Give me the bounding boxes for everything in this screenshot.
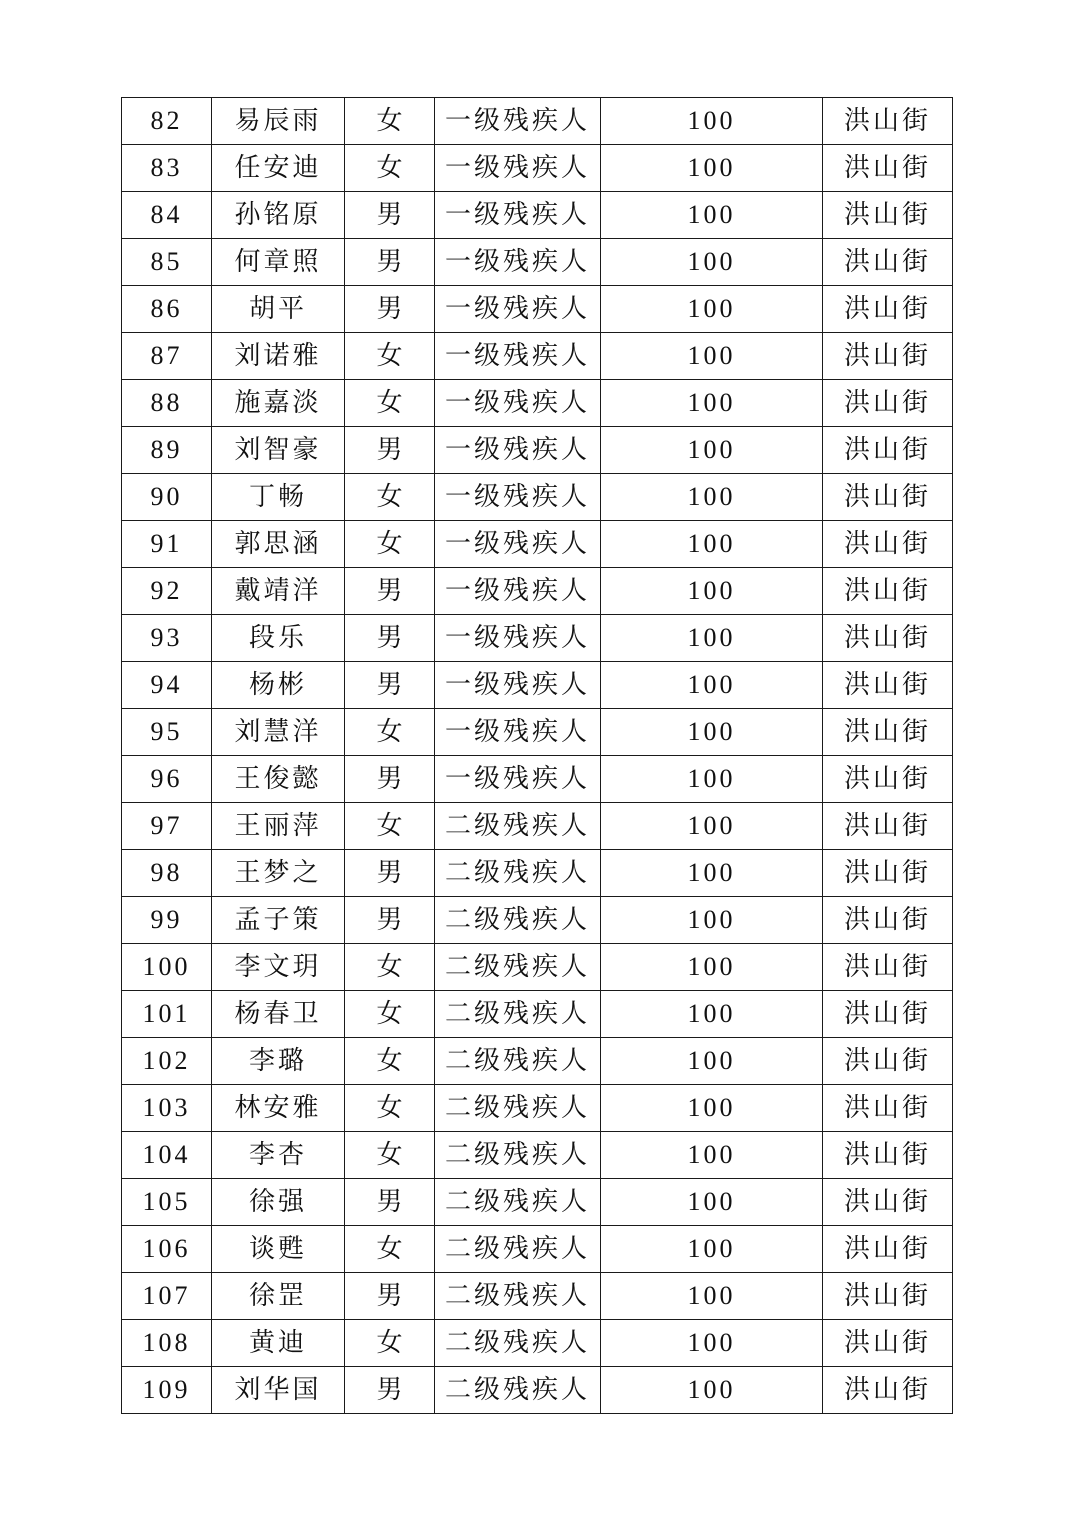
row-number-cell: 108 bbox=[122, 1320, 212, 1367]
person-name-cell: 李杏 bbox=[212, 1132, 345, 1179]
person-name-cell: 徐罡 bbox=[212, 1273, 345, 1320]
street-area-cell: 洪山街 bbox=[823, 662, 953, 709]
row-number-cell: 87 bbox=[122, 333, 212, 380]
table-row bbox=[122, 1367, 953, 1414]
table-row bbox=[122, 991, 953, 1038]
street-area-cell: 洪山街 bbox=[823, 521, 953, 568]
gender-cell: 女 bbox=[345, 521, 435, 568]
street-area-cell: 洪山街 bbox=[823, 803, 953, 850]
table-row bbox=[122, 662, 953, 709]
disability-level-cell: 一级残疾人 bbox=[435, 98, 601, 145]
disability-level-cell: 二级残疾人 bbox=[435, 850, 601, 897]
gender-cell: 男 bbox=[345, 427, 435, 474]
gender-cell: 女 bbox=[345, 944, 435, 991]
row-number-cell: 89 bbox=[122, 427, 212, 474]
table-row bbox=[122, 897, 953, 944]
disability-level-cell: 二级残疾人 bbox=[435, 944, 601, 991]
person-name-cell: 王梦之 bbox=[212, 850, 345, 897]
row-number-cell: 88 bbox=[122, 380, 212, 427]
row-number-cell: 102 bbox=[122, 1038, 212, 1085]
street-area-cell: 洪山街 bbox=[823, 380, 953, 427]
gender-cell: 女 bbox=[345, 1132, 435, 1179]
disability-level-cell: 二级残疾人 bbox=[435, 1038, 601, 1085]
amount-cell: 100 bbox=[601, 1320, 823, 1367]
street-area-cell: 洪山街 bbox=[823, 286, 953, 333]
table-row bbox=[122, 474, 953, 521]
gender-cell: 男 bbox=[345, 286, 435, 333]
disability-level-cell: 二级残疾人 bbox=[435, 1179, 601, 1226]
amount-cell: 100 bbox=[601, 427, 823, 474]
amount-cell: 100 bbox=[601, 944, 823, 991]
person-name-cell: 谈甦 bbox=[212, 1226, 345, 1273]
gender-cell: 女 bbox=[345, 474, 435, 521]
street-area-cell: 洪山街 bbox=[823, 1273, 953, 1320]
gender-cell: 男 bbox=[345, 662, 435, 709]
street-area-cell: 洪山街 bbox=[823, 427, 953, 474]
amount-cell: 100 bbox=[601, 803, 823, 850]
roster-table bbox=[121, 97, 953, 1414]
gender-cell: 女 bbox=[345, 1226, 435, 1273]
disability-level-cell: 一级残疾人 bbox=[435, 145, 601, 192]
row-number-cell: 83 bbox=[122, 145, 212, 192]
table-row bbox=[122, 1320, 953, 1367]
amount-cell: 100 bbox=[601, 662, 823, 709]
row-number-cell: 92 bbox=[122, 568, 212, 615]
gender-cell: 男 bbox=[345, 1367, 435, 1414]
amount-cell: 100 bbox=[601, 474, 823, 521]
amount-cell: 100 bbox=[601, 98, 823, 145]
street-area-cell: 洪山街 bbox=[823, 991, 953, 1038]
person-name-cell: 刘诺雅 bbox=[212, 333, 345, 380]
person-name-cell: 郭思涵 bbox=[212, 521, 345, 568]
person-name-cell: 林安雅 bbox=[212, 1085, 345, 1132]
street-area-cell: 洪山街 bbox=[823, 850, 953, 897]
street-area-cell: 洪山街 bbox=[823, 709, 953, 756]
row-number-cell: 94 bbox=[122, 662, 212, 709]
row-number-cell: 104 bbox=[122, 1132, 212, 1179]
person-name-cell: 刘慧洋 bbox=[212, 709, 345, 756]
table-row bbox=[122, 568, 953, 615]
gender-cell: 女 bbox=[345, 991, 435, 1038]
street-area-cell: 洪山街 bbox=[823, 333, 953, 380]
street-area-cell: 洪山街 bbox=[823, 615, 953, 662]
person-name-cell: 易辰雨 bbox=[212, 98, 345, 145]
disability-level-cell: 一级残疾人 bbox=[435, 662, 601, 709]
table-row bbox=[122, 944, 953, 991]
street-area-cell: 洪山街 bbox=[823, 474, 953, 521]
table-row bbox=[122, 850, 953, 897]
amount-cell: 100 bbox=[601, 1179, 823, 1226]
street-area-cell: 洪山街 bbox=[823, 1367, 953, 1414]
gender-cell: 女 bbox=[345, 145, 435, 192]
disability-level-cell: 二级残疾人 bbox=[435, 1085, 601, 1132]
table-row bbox=[122, 98, 953, 145]
row-number-cell: 100 bbox=[122, 944, 212, 991]
disability-level-cell: 一级残疾人 bbox=[435, 615, 601, 662]
person-name-cell: 何章照 bbox=[212, 239, 345, 286]
person-name-cell: 王丽萍 bbox=[212, 803, 345, 850]
street-area-cell: 洪山街 bbox=[823, 944, 953, 991]
gender-cell: 男 bbox=[345, 756, 435, 803]
row-number-cell: 103 bbox=[122, 1085, 212, 1132]
disability-level-cell: 二级残疾人 bbox=[435, 897, 601, 944]
disability-level-cell: 一级残疾人 bbox=[435, 709, 601, 756]
table-row bbox=[122, 1226, 953, 1273]
table-row bbox=[122, 1179, 953, 1226]
person-name-cell: 戴靖洋 bbox=[212, 568, 345, 615]
gender-cell: 男 bbox=[345, 1179, 435, 1226]
row-number-cell: 109 bbox=[122, 1367, 212, 1414]
amount-cell: 100 bbox=[601, 850, 823, 897]
amount-cell: 100 bbox=[601, 568, 823, 615]
street-area-cell: 洪山街 bbox=[823, 1132, 953, 1179]
row-number-cell: 97 bbox=[122, 803, 212, 850]
row-number-cell: 91 bbox=[122, 521, 212, 568]
disability-level-cell: 一级残疾人 bbox=[435, 568, 601, 615]
amount-cell: 100 bbox=[601, 145, 823, 192]
person-name-cell: 黄迪 bbox=[212, 1320, 345, 1367]
amount-cell: 100 bbox=[601, 991, 823, 1038]
amount-cell: 100 bbox=[601, 1132, 823, 1179]
gender-cell: 女 bbox=[345, 333, 435, 380]
gender-cell: 男 bbox=[345, 568, 435, 615]
table-row bbox=[122, 521, 953, 568]
row-number-cell: 90 bbox=[122, 474, 212, 521]
table-row bbox=[122, 756, 953, 803]
amount-cell: 100 bbox=[601, 615, 823, 662]
table-row bbox=[122, 427, 953, 474]
street-area-cell: 洪山街 bbox=[823, 1179, 953, 1226]
street-area-cell: 洪山街 bbox=[823, 1038, 953, 1085]
gender-cell: 男 bbox=[345, 239, 435, 286]
disability-level-cell: 一级残疾人 bbox=[435, 286, 601, 333]
person-name-cell: 丁畅 bbox=[212, 474, 345, 521]
amount-cell: 100 bbox=[601, 192, 823, 239]
amount-cell: 100 bbox=[601, 521, 823, 568]
disability-level-cell: 一级残疾人 bbox=[435, 380, 601, 427]
row-number-cell: 93 bbox=[122, 615, 212, 662]
amount-cell: 100 bbox=[601, 756, 823, 803]
person-name-cell: 胡平 bbox=[212, 286, 345, 333]
gender-cell: 女 bbox=[345, 803, 435, 850]
table-row bbox=[122, 145, 953, 192]
table-row bbox=[122, 333, 953, 380]
disability-level-cell: 二级残疾人 bbox=[435, 1226, 601, 1273]
row-number-cell: 99 bbox=[122, 897, 212, 944]
amount-cell: 100 bbox=[601, 1038, 823, 1085]
table-row bbox=[122, 1085, 953, 1132]
person-name-cell: 刘华国 bbox=[212, 1367, 345, 1414]
disability-level-cell: 一级残疾人 bbox=[435, 427, 601, 474]
disability-level-cell: 二级残疾人 bbox=[435, 1320, 601, 1367]
row-number-cell: 105 bbox=[122, 1179, 212, 1226]
street-area-cell: 洪山街 bbox=[823, 239, 953, 286]
gender-cell: 女 bbox=[345, 98, 435, 145]
amount-cell: 100 bbox=[601, 1273, 823, 1320]
person-name-cell: 任安迪 bbox=[212, 145, 345, 192]
row-number-cell: 107 bbox=[122, 1273, 212, 1320]
person-name-cell: 段乐 bbox=[212, 615, 345, 662]
disability-level-cell: 二级残疾人 bbox=[435, 1367, 601, 1414]
street-area-cell: 洪山街 bbox=[823, 98, 953, 145]
gender-cell: 女 bbox=[345, 1038, 435, 1085]
amount-cell: 100 bbox=[601, 1367, 823, 1414]
person-name-cell: 孟子策 bbox=[212, 897, 345, 944]
gender-cell: 男 bbox=[345, 192, 435, 239]
person-name-cell: 刘智豪 bbox=[212, 427, 345, 474]
table-row bbox=[122, 239, 953, 286]
gender-cell: 女 bbox=[345, 380, 435, 427]
table-row bbox=[122, 1132, 953, 1179]
amount-cell: 100 bbox=[601, 380, 823, 427]
table-row bbox=[122, 380, 953, 427]
person-name-cell: 王俊懿 bbox=[212, 756, 345, 803]
person-name-cell: 施嘉淡 bbox=[212, 380, 345, 427]
table-row bbox=[122, 192, 953, 239]
gender-cell: 女 bbox=[345, 1320, 435, 1367]
disability-level-cell: 一级残疾人 bbox=[435, 239, 601, 286]
gender-cell: 男 bbox=[345, 1273, 435, 1320]
amount-cell: 100 bbox=[601, 286, 823, 333]
disability-level-cell: 一级残疾人 bbox=[435, 756, 601, 803]
table-row bbox=[122, 1273, 953, 1320]
gender-cell: 女 bbox=[345, 709, 435, 756]
disability-level-cell: 二级残疾人 bbox=[435, 1132, 601, 1179]
table-row bbox=[122, 709, 953, 756]
table-row bbox=[122, 286, 953, 333]
street-area-cell: 洪山街 bbox=[823, 145, 953, 192]
disability-level-cell: 二级残疾人 bbox=[435, 1273, 601, 1320]
gender-cell: 男 bbox=[345, 897, 435, 944]
table-row bbox=[122, 615, 953, 662]
gender-cell: 女 bbox=[345, 1085, 435, 1132]
row-number-cell: 101 bbox=[122, 991, 212, 1038]
street-area-cell: 洪山街 bbox=[823, 1320, 953, 1367]
disability-level-cell: 二级残疾人 bbox=[435, 991, 601, 1038]
person-name-cell: 杨春卫 bbox=[212, 991, 345, 1038]
disability-level-cell: 一级残疾人 bbox=[435, 521, 601, 568]
row-number-cell: 95 bbox=[122, 709, 212, 756]
person-name-cell: 徐强 bbox=[212, 1179, 345, 1226]
person-name-cell: 李文玥 bbox=[212, 944, 345, 991]
amount-cell: 100 bbox=[601, 333, 823, 380]
street-area-cell: 洪山街 bbox=[823, 1085, 953, 1132]
gender-cell: 男 bbox=[345, 615, 435, 662]
person-name-cell: 杨彬 bbox=[212, 662, 345, 709]
row-number-cell: 96 bbox=[122, 756, 212, 803]
row-number-cell: 106 bbox=[122, 1226, 212, 1273]
amount-cell: 100 bbox=[601, 1226, 823, 1273]
roster-table-body bbox=[122, 98, 953, 1414]
amount-cell: 100 bbox=[601, 239, 823, 286]
disability-level-cell: 一级残疾人 bbox=[435, 333, 601, 380]
disability-level-cell: 一级残疾人 bbox=[435, 474, 601, 521]
row-number-cell: 82 bbox=[122, 98, 212, 145]
disability-level-cell: 二级残疾人 bbox=[435, 803, 601, 850]
gender-cell: 男 bbox=[345, 850, 435, 897]
disability-level-cell: 一级残疾人 bbox=[435, 192, 601, 239]
row-number-cell: 84 bbox=[122, 192, 212, 239]
row-number-cell: 85 bbox=[122, 239, 212, 286]
table-row bbox=[122, 803, 953, 850]
person-name-cell: 李璐 bbox=[212, 1038, 345, 1085]
amount-cell: 100 bbox=[601, 1085, 823, 1132]
person-name-cell: 孙铭原 bbox=[212, 192, 345, 239]
street-area-cell: 洪山街 bbox=[823, 192, 953, 239]
amount-cell: 100 bbox=[601, 897, 823, 944]
table-row bbox=[122, 1038, 953, 1085]
street-area-cell: 洪山街 bbox=[823, 1226, 953, 1273]
street-area-cell: 洪山街 bbox=[823, 568, 953, 615]
street-area-cell: 洪山街 bbox=[823, 756, 953, 803]
street-area-cell: 洪山街 bbox=[823, 897, 953, 944]
row-number-cell: 86 bbox=[122, 286, 212, 333]
amount-cell: 100 bbox=[601, 709, 823, 756]
row-number-cell: 98 bbox=[122, 850, 212, 897]
